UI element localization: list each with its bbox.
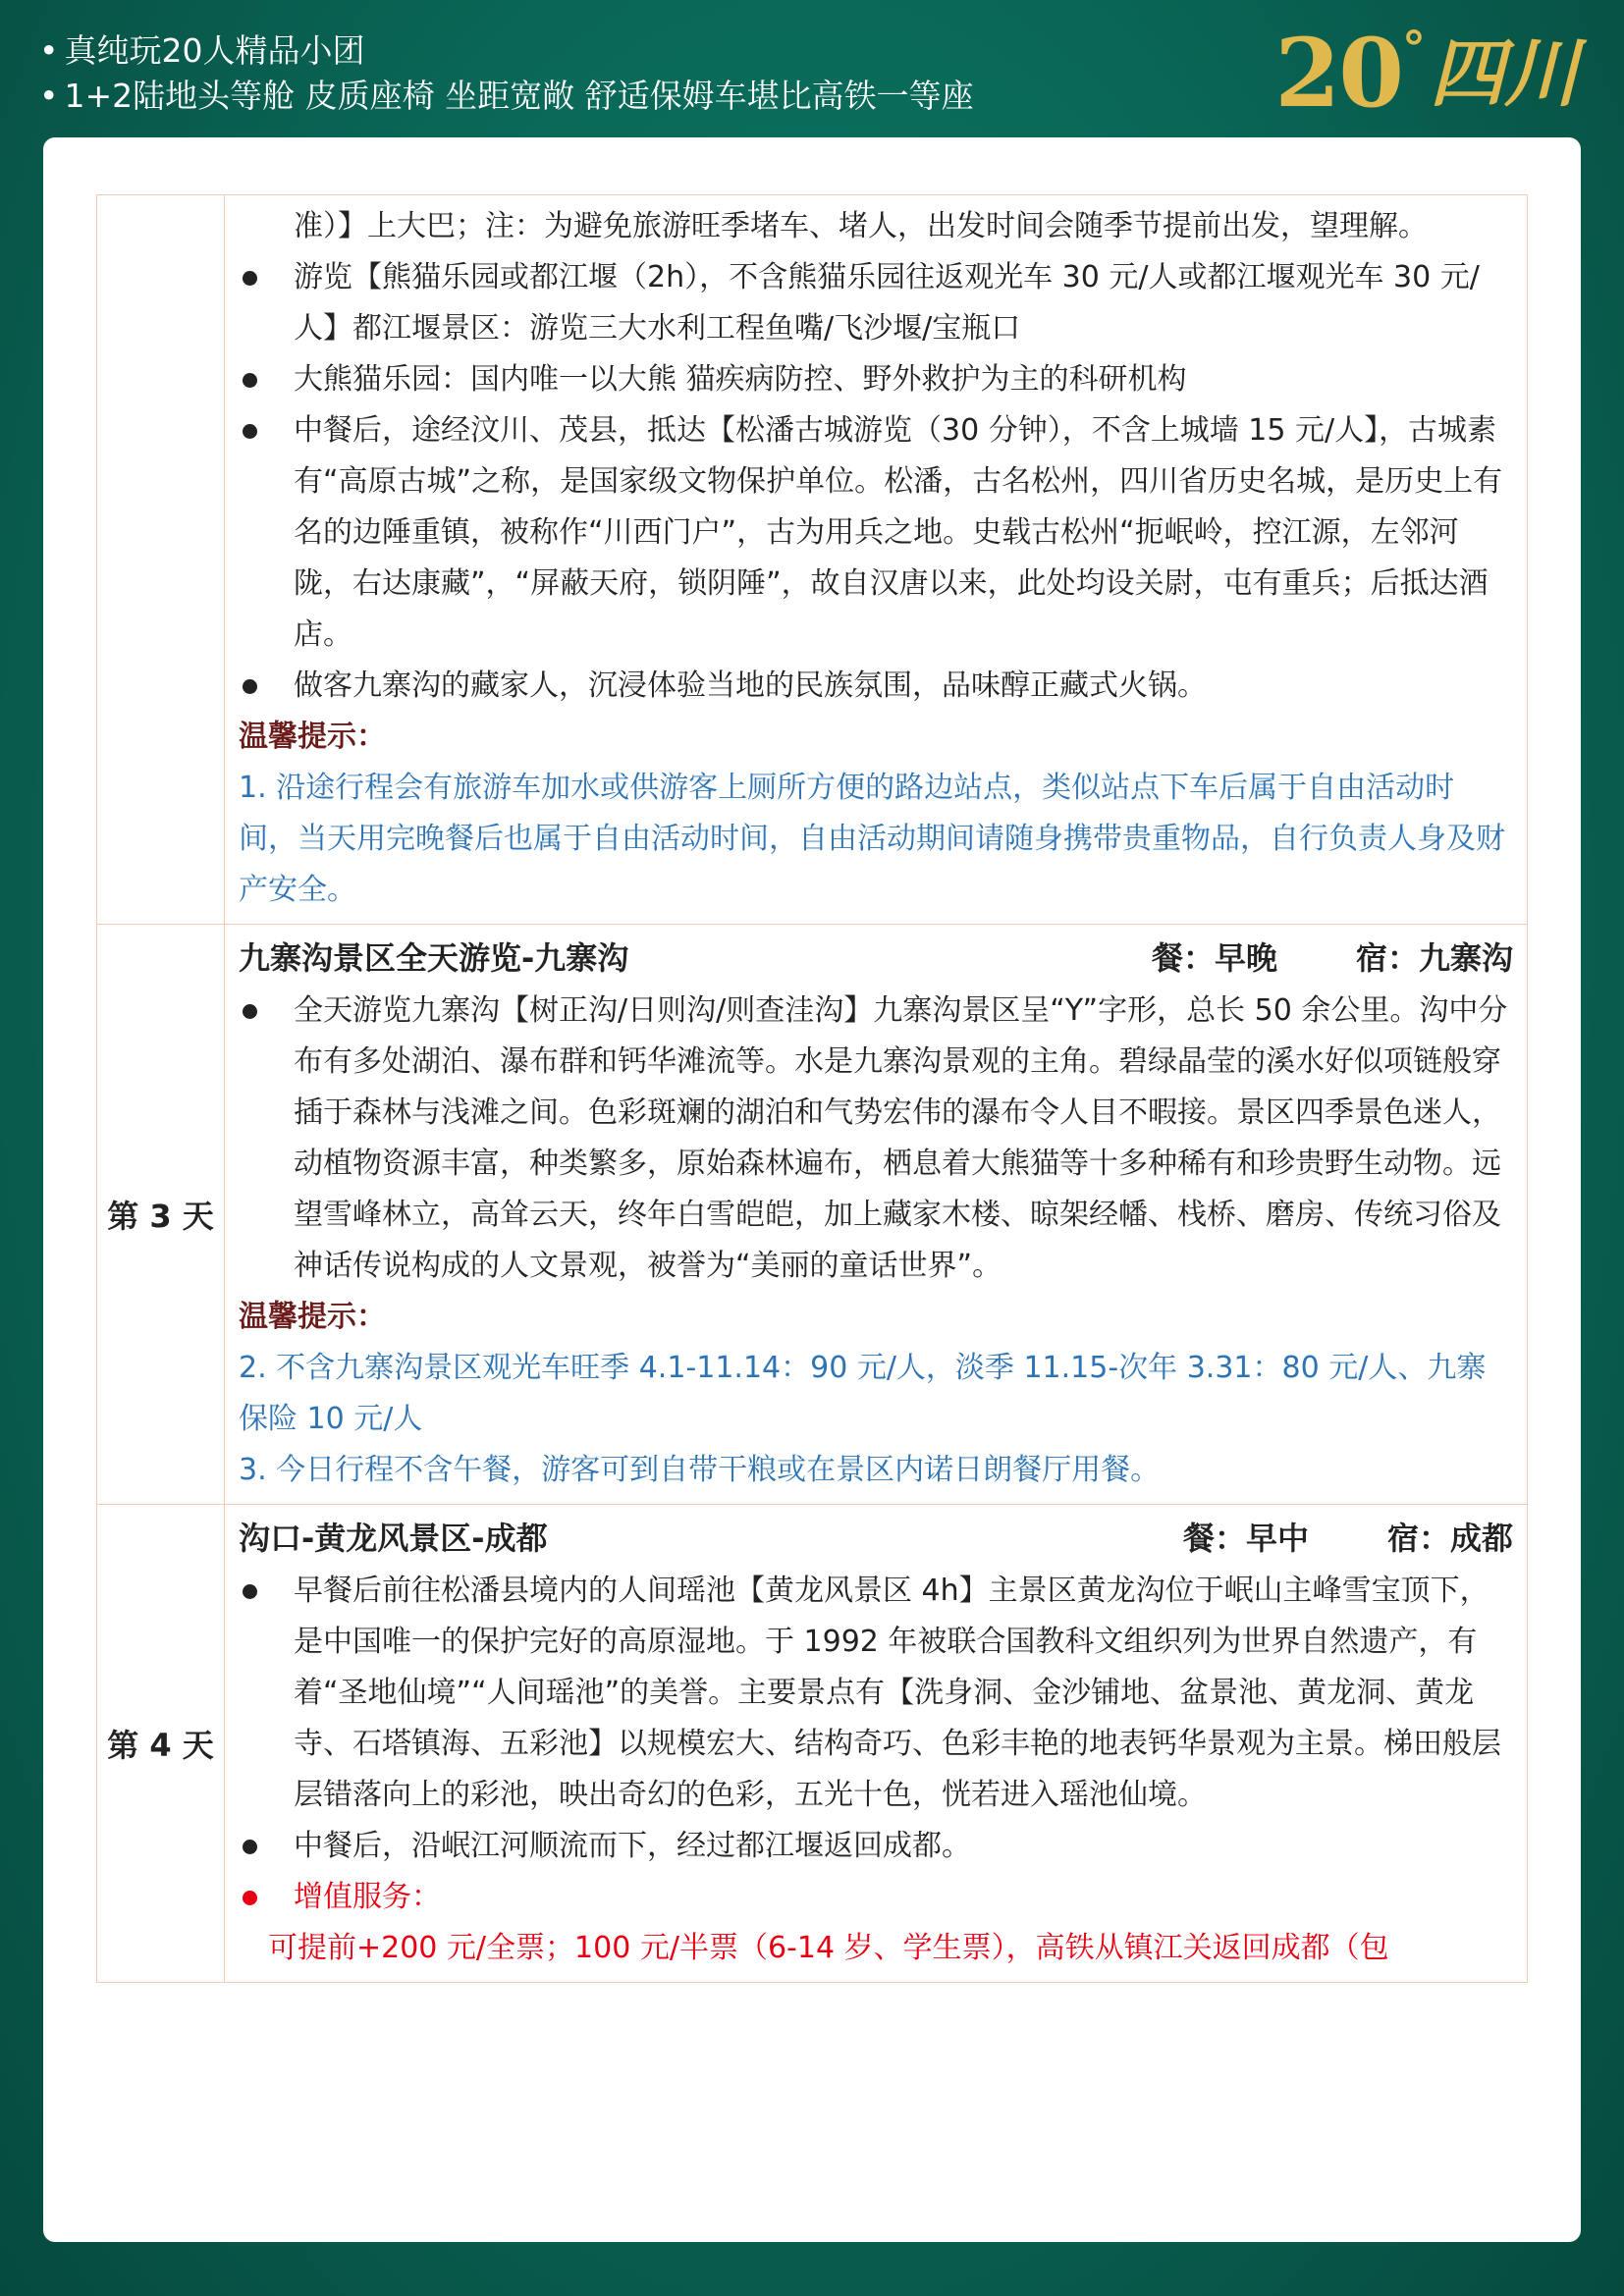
- header-line-1: [39, 31, 364, 71]
- brand-logo: [1274, 20, 1579, 128]
- stay-info: 宿：九寨沟: [1355, 939, 1513, 977]
- day-title-row: [239, 931, 1513, 986]
- list-item: 中餐后，沿岷江河顺流而下，经过都江堰返回成都。: [239, 1821, 1513, 1872]
- tip-title: 温馨提示：: [239, 1300, 386, 1334]
- logo-number: 20: [1274, 18, 1402, 129]
- list-item: 早餐后前往松潘县境内的人间瑶池【黄龙风景区 4h】主景区黄龙沟位于岷山主峰雪宝顶下，是中国唯一的保护完好的高原湿地。于 1992 年被联合国教科文组织列为世界自然遗产，有着“圣地仙境”“人间瑶池”的美誉。主要景点有【洗身洞、金沙铺地、盆景池、黄龙洞、黄龙寺、石塔镇海、五彩池】以规模宏大、结构奇巧、色彩丰艳的地表钙华景观为主景。梯田般层层错落向上的彩池，映出奇幻的色彩，五光十色，恍若进入瑶池仙境。: [239, 1566, 1513, 1821]
- service-title: 增值服务：: [239, 1872, 1513, 1923]
- day-content-cell: [225, 1505, 1528, 1983]
- logo-name: 四川: [1430, 29, 1579, 117]
- day-meta: [1105, 1511, 1513, 1566]
- bullet-dot-icon: •: [39, 31, 59, 70]
- header-line-2: [39, 77, 974, 116]
- meal-info: 餐：早晚: [1151, 939, 1277, 977]
- day-content-cell: [225, 195, 1528, 925]
- tip-title: 温馨提示：: [239, 720, 386, 754]
- itinerary-table: [96, 194, 1528, 1983]
- list-item: 中餐后，途经汶川、茂县，抵达【松潘古城游览（30 分钟），不含上城墙 15 元/人】，古城素有“高原古城”之称，是国家级文物保护单位。松潘，古名松州，四川省历史名城，是历史上有名的边陲重镇，被称作“川西门户”，古为用兵之地。史载古松州“扼岷岭，控江源，左邻河陇，右达康藏”，“屏蔽天府，锁阴陲”，故自汉唐以来，此处均设关尉，屯有重兵；后抵达酒店。: [239, 405, 1513, 661]
- header-line-2-text: 1+2陆地头等舱 皮质座椅 坐距宽敞 舒适保姆车堪比高铁一等座: [64, 77, 974, 115]
- list-item: 做客九寨沟的藏家人，沉浸体验当地的民族氛围，品味醇正藏式火锅。: [239, 661, 1513, 712]
- meal-info: 餐：早中: [1182, 1520, 1309, 1557]
- bullet-dot-icon: •: [39, 77, 59, 115]
- day-content-cell: [225, 925, 1528, 1505]
- table-row-day3: [97, 925, 1528, 1505]
- itinerary-card: [43, 137, 1581, 2242]
- list-item: 游览【熊猫乐园或都江堰（2h），不含熊猫乐园往返观光车 30 元/人或都江堰观光车 30 元/人】都江堰景区：游览三大水利工程鱼嘴/飞沙堰/宝瓶口: [239, 252, 1513, 354]
- tip-text: 1. 沿途行程会有旅游车加水或供游客上厕所方便的路边站点，类似站点下车后属于自由活动时间，当天用完晚餐后也属于自由活动时间，自由活动期间请随身携带贵重物品，自行负责人身及财产安全。: [239, 771, 1505, 907]
- day-label-cell: [97, 195, 225, 925]
- table-row-day4: [97, 1505, 1528, 1983]
- list-item: 大熊猫乐园：国内唯一以大熊 猫疾病防控、野外救护为主的科研机构: [239, 354, 1513, 405]
- service-text: 可提前+200 元/全票；100 元/半票（6-14 岁、学生票），高铁从镇江关返回成都（包: [268, 1931, 1389, 1965]
- day-title-row: [239, 1511, 1513, 1566]
- header-line-1-text: 真纯玩20人精品小团: [64, 31, 365, 70]
- day-title: 九寨沟景区全天游览-九寨沟: [239, 939, 629, 977]
- day-meta: [1073, 931, 1513, 986]
- stay-info: 宿：成都: [1386, 1520, 1513, 1557]
- day-title: 沟口-黄龙风景区-成都: [239, 1520, 548, 1557]
- day-label-cell: 第 3 天: [97, 925, 225, 1505]
- tip-text: 2. 不含九寨沟景区观光车旺季 4.1-11.14：90 元/人，淡季 11.15-次年 3.31：80 元/人、九寨保险 10 元/人: [239, 1351, 1487, 1436]
- list-item: 全天游览九寨沟【树正沟/日则沟/则查洼沟】九寨沟景区呈“Y”字形，总长 50 余公里。沟中分布有多处湖泊、瀑布群和钙华滩流等。水是九寨沟景观的主角。碧绿晶莹的溪水好似项链般穿插于森林与浅滩之间。色彩斑斓的湖泊和气势宏伟的瀑布令人目不暇接。景区四季景色迷人，动植物资源丰富，种类繁多，原始森林遍布，栖息着大熊猫等十多种稀有和珍贵野生动物。远望雪峰林立，高耸云天，终年白雪皑皑，加上藏家木楼、晾架经幡、栈桥、磨房、传统习俗及神话传说构成的人文景观，被誉为“美丽的童话世界”。: [239, 986, 1513, 1292]
- day-label-cell: 第 4 天: [97, 1505, 225, 1983]
- table-row-day2-cont: [97, 195, 1528, 925]
- tip-text: 3. 今日行程不含午餐，游客可到自带干粮或在景区内诺日朗餐厅用餐。: [239, 1453, 1161, 1487]
- text-line: 准）】上大巴；注：为避免旅游旺季堵车、堵人，出发时间会随季节提前出发，望理解。: [294, 209, 1428, 243]
- logo-degree: °: [1402, 22, 1426, 77]
